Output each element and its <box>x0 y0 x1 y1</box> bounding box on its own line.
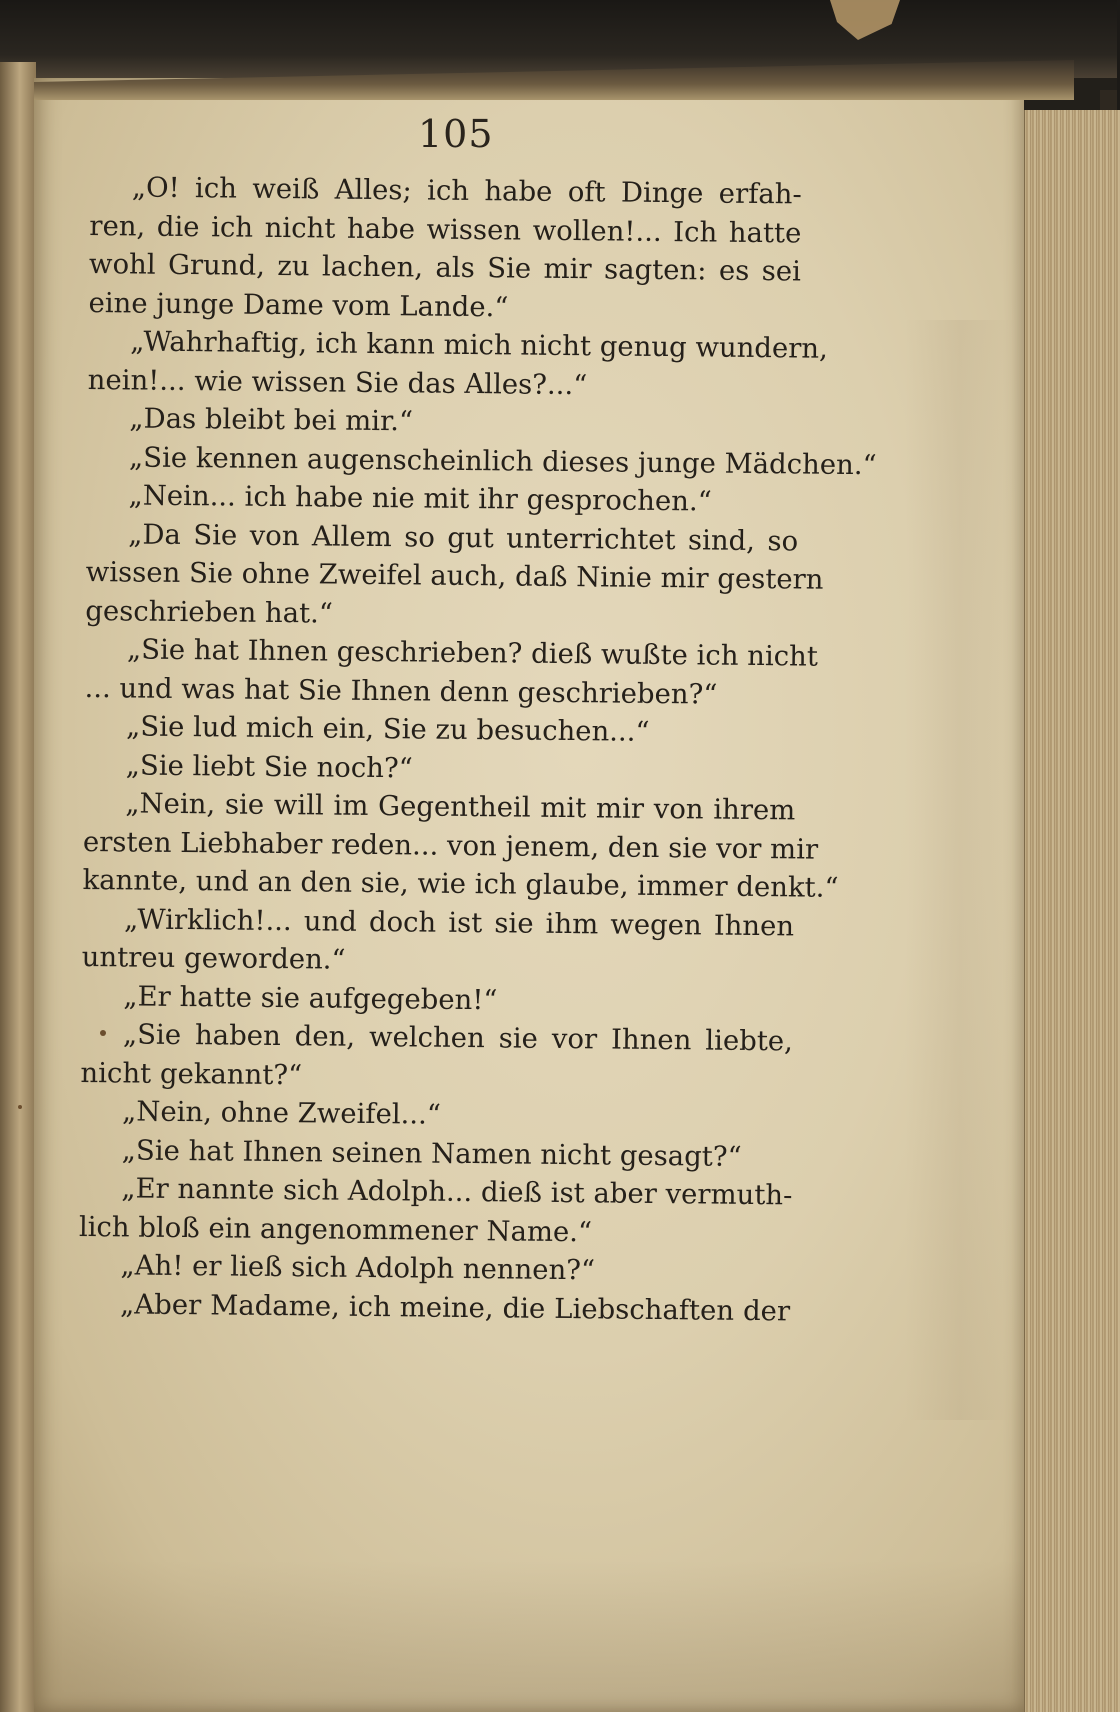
text-line: „Ah! er ließ sich Adolph nennen?“ <box>120 1249 596 1287</box>
text-line: „Aber Madame, ich meine, die Liebschaften der <box>119 1287 791 1327</box>
text-line: ... und was hat Sie Ihnen denn geschrieben?“ <box>84 671 718 711</box>
page-stack-edge <box>1022 110 1120 1712</box>
text-line: nicht gekannt?“ <box>80 1056 303 1091</box>
text-line: geschrieben hat.“ <box>85 594 334 630</box>
text-line: kannte, und an den sie, wie ich glaube, immer denkt.“ <box>82 863 839 904</box>
text-line: „Das bleibt bei mir.“ <box>129 402 414 438</box>
text-line: „Nein... ich habe nie mit ihr gesprochen.“ <box>128 479 712 518</box>
text-line: eine junge Dame vom Lande.“ <box>88 286 509 323</box>
text-line: „O! ich weiß Alles; ich habe oft Dinge erfah- <box>131 171 802 211</box>
text-line: „Wirklich!... und doch ist sie ihm wegen Ihnen <box>123 902 795 942</box>
text-line: lich bloß ein angenommener Name.“ <box>78 1210 593 1248</box>
text-line: „Er hatte sie aufgegeben!“ <box>123 979 498 1016</box>
text-line: „Nein, sie will im Gegentheil mit mir von ihrem <box>125 787 796 827</box>
text-line: „Wahrhaftig, ich kann mich nicht genug wundern, <box>130 325 829 365</box>
text-line: „Sie haben den, welchen sie vor Ihnen liebte, <box>122 1018 794 1058</box>
page-bottom-shade <box>34 1560 1024 1712</box>
text-line: „Sie liebt Sie noch?“ <box>125 748 413 784</box>
text-line: „Nein, ohne Zweifel...“ <box>121 1095 442 1131</box>
text-line: „Er nannte sich Adolph... dieß ist aber vermuth- <box>121 1172 793 1212</box>
text-line: „Sie hat Ihnen geschrieben? dieß wußte ich nicht <box>126 633 819 673</box>
page-text <box>78 168 877 1330</box>
text-line: untreu geworden.“ <box>81 940 346 976</box>
text-line: wissen Sie ohne Zweifel auch, daß Ninie mir gestern <box>85 555 824 596</box>
text-line: ersten Liebhaber reden... von jenem, den sie vor mir <box>82 825 819 866</box>
text-line: „Da Sie von Allem so gut unterrichtet sind, so <box>128 517 799 557</box>
text-line: „Sie hat Ihnen seinen Namen nicht gesagt?“ <box>121 1133 742 1173</box>
text-line: „Sie kennen augenscheinlich dieses junge Mädchen.“ <box>128 440 877 481</box>
paper-speck <box>18 1105 22 1109</box>
text-line: „Sie lud mich ein, Sie zu besuchen...“ <box>125 710 650 748</box>
text-line: wohl Grund, zu lachen, als Sie mir sagten: es sei <box>88 247 802 288</box>
text-line: nein!... wie wissen Sie das Alles?...“ <box>87 363 588 401</box>
page-number: 105 <box>418 112 494 156</box>
text-line: ren, die ich nicht habe wissen wollen!... Ich hatte <box>89 209 802 249</box>
previous-page-edge <box>0 62 36 1712</box>
ink-bleed-through <box>905 320 1015 1420</box>
